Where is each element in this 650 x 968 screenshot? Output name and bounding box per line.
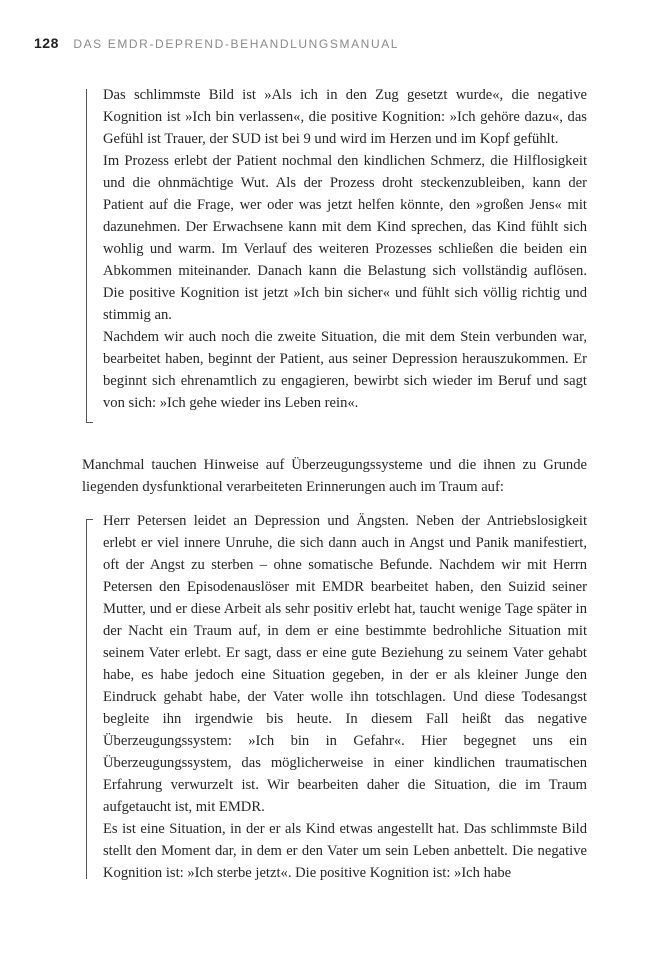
case-paragraph: Das schlimmste Bild ist »Als ich in den Zug gesetzt wurde«, die negative Kognition ist »Ich bin verlassen«, die positive Kognition: »Ich gehöre dazu«, das Gefühl ist Trauer, der SUD ist bei 9 und wird im Herzen und im Kopf gefühlt. (103, 87, 587, 147)
case-example-block (103, 84, 587, 414)
body-paragraph: Manchmal tauchen Hinweise auf Überzeugungssysteme und die ihnen zu Grunde liegenden dysfunktional verarbeiteten Erinnerungen auch im Traum auf: (82, 457, 587, 495)
running-title: DAS EMDR-DEPREND-BEHANDLUNGSMANUAL (73, 37, 400, 51)
case-example-bracket (86, 519, 87, 879)
page-number: 128 (34, 35, 59, 51)
case-example-block (103, 510, 587, 884)
case-example-bracket-start (86, 519, 93, 520)
case-paragraph: Nachdem wir auch noch die zweite Situation, die mit dem Stein verbunden war, bearbeitet haben, beginnt der Patient, aus seiner Depression herauszukommen. Er beginnt sich ehrenamtlich zu engagieren, bewirbt sich wieder im Beruf und sagt von sich: »Ich gehe wieder ins Leben rein«. (103, 329, 587, 411)
case-example-bracket-end (86, 422, 93, 423)
case-example-bracket (86, 89, 87, 422)
case-paragraph: Herr Petersen leidet an Depression und Ängsten. Neben der Antriebslosigkeit erlebt er viel innere Unruhe, die sich dann auch in Angst und Panik manifestiert, oft der Angst zu sterben – ohne somatische Befunde. Nachdem wir mit Herrn Petersen den Episodenauslöser mit EMDR bearbeitet haben, den Suizid seiner Mutter, und er diese Arbeit als sehr positiv erlebt hat, taucht wenige Tage später in der Nacht ein Traum auf, in dem er eine bestimmte bedrohliche Situation mit seinem Vater erlebt. Er sagt, dass er eine gute Beziehung zu seinem Vater gehabt habe, es habe jedoch eine Situation gegeben, in der er als kleiner Junge den Eindruck gehabt habe, der Vater wolle ihn totschlagen. Und diese Todesangst begleite ihn irgendwie bis heute. In diesem Fall heißt das negative Überzeugungssystem: »Ich bin in Gefahr«. Hier begegnet uns ein Überzeugungssystem, das möglicherweise in einer kindlichen traumatischen Erfahrung verwurzelt ist. Wir bearbeiten daher die Situation, die im Traum aufgetaucht ist, mit EMDR. (103, 513, 587, 815)
page-header (34, 35, 399, 53)
case-paragraph: Es ist eine Situation, in der er als Kind etwas angestellt hat. Das schlimmste Bild stellt den Moment dar, in dem er den Vater um sein Leben anbettelt. Die negative Kognition ist: »Ich sterbe jetzt«. Die positive Kognition ist: »Ich habe (103, 821, 587, 881)
body-text (82, 454, 587, 498)
case-paragraph: Im Prozess erlebt der Patient nochmal den kindlichen Schmerz, die Hilflosigkeit und die ohnmächtige Wut. Als der Prozess droht steckenzubleiben, kann der Patient auf die Frage, wer oder was jetzt helfen könnte, den »großen Jens« mit dazunehmen. Der Erwachsene kann mit dem Kind sprechen, das Kind fühlt sich wohlig und warm. Im Verlauf des weiteren Prozesses schließen die beiden ein Abkommen miteinander. Danach kann die Belastung sich vollständig auflösen. Die positive Kognition ist jetzt »Ich bin sicher« und fühlt sich völlig richtig und stimmig an. (103, 153, 587, 323)
